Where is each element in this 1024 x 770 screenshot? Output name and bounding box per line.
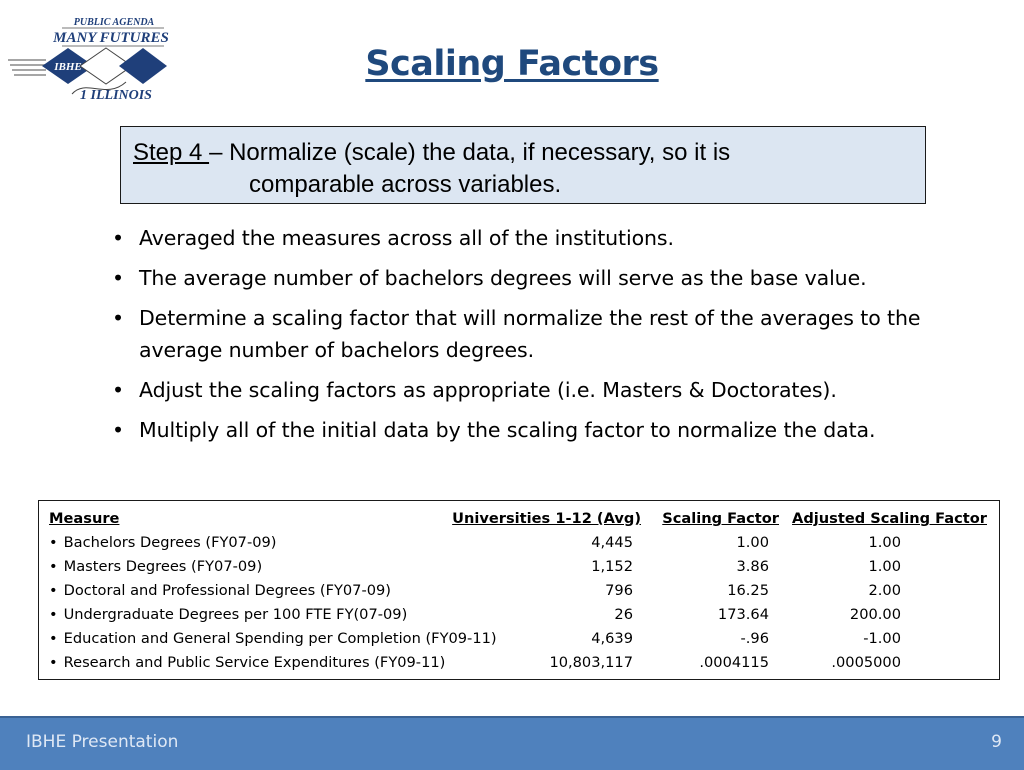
row-adjusted: .0005000 [831,654,901,671]
step-text-line1: – Normalize (scale) the data, if necessary, so it is [209,139,731,166]
row-adjusted: 1.00 [868,534,901,551]
row-scaling-factor: 3.86 [736,558,769,575]
row-bullet: • [49,630,58,647]
logo-line1: PUBLIC AGENDA [73,17,155,28]
header-universities: Universities 1-12 (Avg) [452,510,641,527]
row-bullet: • [49,606,58,623]
row-universities: 1,152 [591,558,633,575]
table-row [39,579,999,603]
table-header-row [39,507,999,531]
row-universities: 26 [614,606,633,623]
row-universities: 10,803,117 [549,654,633,671]
row-scaling-factor: -.96 [740,630,769,647]
row-scaling-factor: 1.00 [736,534,769,551]
step-callout-box [120,126,926,204]
header-measure: Measure [49,510,120,527]
bullet-item: • The average number of bachelors degrees will serve as the base value. [112,262,972,294]
row-scaling-factor: 16.25 [727,582,769,599]
table-row [39,651,999,675]
logo-badge: IBHE [54,61,82,73]
bullet-list [112,222,972,454]
step-label: Step 4 [133,139,210,166]
row-universities: 796 [605,582,633,599]
row-adjusted: 1.00 [868,558,901,575]
row-measure: Research and Public Service Expenditures (FY09-11) [63,654,446,671]
logo-line2: MANY FUTURES [53,30,169,46]
row-bullet: • [49,558,58,575]
footer-label: IBHE Presentation [26,732,179,752]
header-adjusted-scaling-factor: Adjusted Scaling Factor [792,510,987,527]
row-scaling-factor: 173.64 [717,606,769,623]
row-universities: 4,639 [591,630,633,647]
row-universities: 4,445 [591,534,633,551]
bullet-item: • Adjust the scaling factors as appropriate (i.e. Masters & Doctorates). [112,374,972,406]
row-measure: Undergraduate Degrees per 100 FTE FY(07-09) [63,606,408,623]
table-row [39,555,999,579]
bullet-item: • Multiply all of the initial data by the scaling factor to normalize the data. [112,414,972,446]
header-scaling-factor: Scaling Factor [662,510,779,527]
row-measure: Doctoral and Professional Degrees (FY07-09) [63,582,391,599]
row-measure: Bachelors Degrees (FY07-09) [63,534,277,551]
slide-title: Scaling Factors [365,44,659,84]
row-bullet: • [49,582,58,599]
step-text-line2: comparable across variables. [249,171,562,198]
row-adjusted: -1.00 [863,630,901,647]
bullet-item: • Averaged the measures across all of the institutions. [112,222,972,254]
table-row [39,627,999,651]
row-scaling-factor: .0004115 [699,654,769,671]
logo-line3: 1 ILLINOIS [80,88,152,103]
scaling-factors-table [38,500,1000,680]
footer-bar [0,716,1024,770]
row-adjusted: 2.00 [868,582,901,599]
page-number: 9 [991,732,1002,752]
table-row [39,603,999,627]
row-measure: Masters Degrees (FY07-09) [63,558,263,575]
row-bullet: • [49,654,58,671]
bullet-item: • Determine a scaling factor that will normalize the rest of the averages to the average number of bachelors degrees. [112,302,972,366]
row-adjusted: 200.00 [849,606,901,623]
row-bullet: • [49,534,58,551]
row-measure: Education and General Spending per Completion (FY09-11) [63,630,497,647]
table-row [39,531,999,555]
